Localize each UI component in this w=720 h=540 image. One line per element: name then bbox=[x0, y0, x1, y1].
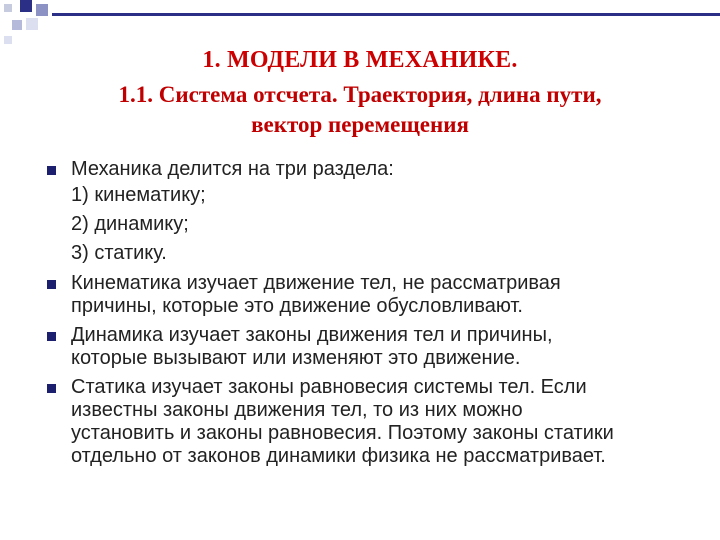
square-bullet-icon bbox=[47, 166, 56, 175]
list-item-line: отдельно от законов динамики физика не рассматривает. bbox=[71, 445, 606, 467]
slide-title: 1. МОДЕЛИ В МЕХАНИКЕ. bbox=[202, 47, 518, 73]
subtitle-line: вектор перемещения bbox=[251, 112, 469, 137]
list-item-line: которые вызывают или изменяют это движение. bbox=[71, 347, 521, 369]
list-item-dynamics bbox=[40, 324, 700, 370]
header-divider bbox=[52, 13, 720, 16]
subtitle-line: 1.1. Система отсчета. Траектория, длина пути, bbox=[118, 82, 602, 107]
list-item-line: Статика изучает законы равновесия системы тел. Если bbox=[71, 376, 587, 398]
section-item: 2) динамику; bbox=[71, 213, 189, 235]
section-item: 1) кинематику; bbox=[71, 184, 206, 206]
list-item-line: Кинематика изучает движение тел, не рассматривая bbox=[71, 272, 561, 294]
decorative-squares bbox=[0, 0, 70, 50]
square-bullet-icon bbox=[47, 332, 56, 341]
section-item: 3) статику. bbox=[71, 242, 167, 264]
list-item-line: Динамика изучает законы движения тел и причины, bbox=[71, 324, 553, 346]
decorative-square bbox=[26, 18, 38, 30]
decorative-square bbox=[4, 4, 12, 12]
list-item-line: известны законы движения тел, то из них можно bbox=[71, 399, 523, 421]
decorative-square bbox=[12, 20, 22, 30]
bullet-list bbox=[40, 158, 700, 468]
list-item-statics bbox=[40, 376, 700, 468]
list-item-kinematics bbox=[40, 272, 700, 318]
decorative-square bbox=[20, 0, 32, 12]
decorative-square bbox=[4, 36, 12, 44]
square-bullet-icon bbox=[47, 280, 56, 289]
square-bullet-icon bbox=[47, 384, 56, 393]
decorative-square bbox=[36, 4, 48, 16]
list-item-line: установить и законы равновесия. Поэтому законы статики bbox=[71, 422, 614, 444]
slide-subtitle bbox=[40, 80, 680, 140]
list-item-intro bbox=[40, 158, 700, 181]
list-item-line: причины, которые это движение обусловливают. bbox=[71, 295, 523, 317]
list-item-text: Механика делится на три раздела: bbox=[71, 158, 394, 180]
